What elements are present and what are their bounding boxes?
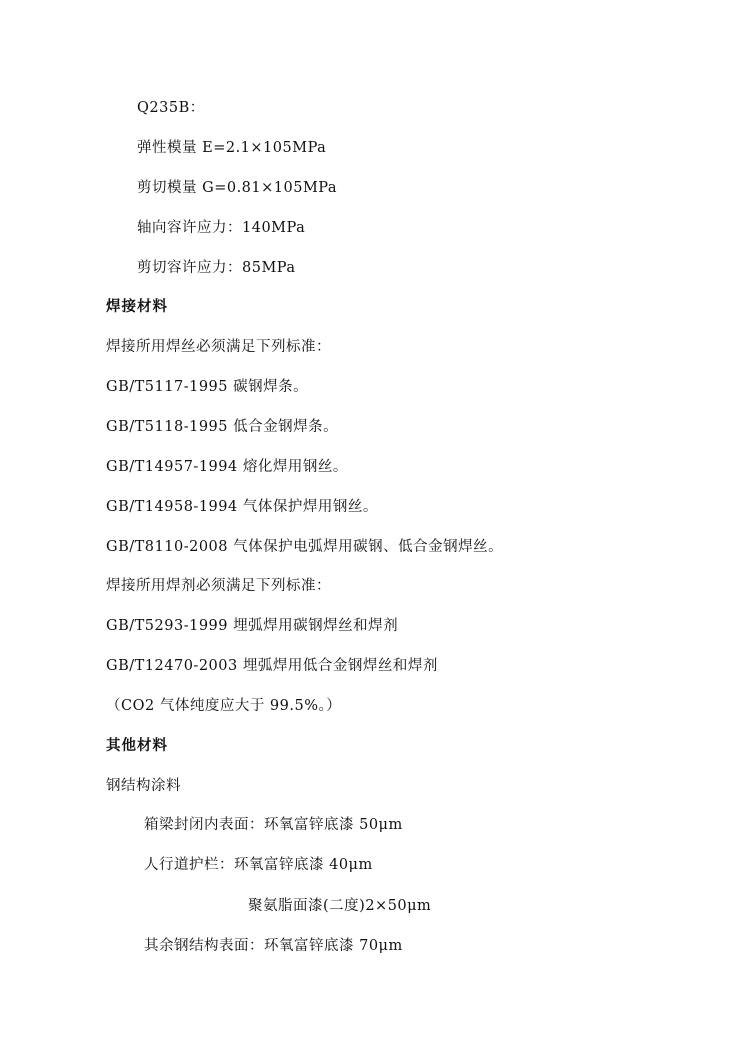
flux-standards-intro: 焊接所用焊剂必须满足下列标准： xyxy=(106,578,331,594)
steel-grade: Q235B： xyxy=(137,100,205,116)
wire-standard-item: GB/T5117-1995 碳钢焊条。 xyxy=(106,379,309,395)
box-girder-inner-coating: 箱梁封闭内表面：环氧富锌底漆 50μm xyxy=(144,817,403,833)
other-steel-surface-coating: 其余钢结构表面：环氧富锌底漆 70μm xyxy=(144,938,403,954)
shear-allowable-stress: 剪切容许应力：85MPa xyxy=(137,260,296,276)
flux-standard-item: GB/T5293-1999 埋弧焊用碳钢焊丝和焊剂 xyxy=(106,618,399,634)
co2-purity-note: （CO2 气体纯度应大于 99.5%。） xyxy=(106,698,342,714)
flux-standard-item: GB/T12470-2003 埋弧焊用低合金钢焊丝和焊剂 xyxy=(106,658,438,674)
coating-title: 钢结构涂料 xyxy=(106,778,181,794)
axial-allowable-stress: 轴向容许应力：140MPa xyxy=(137,220,306,236)
wire-standard-item: GB/T14958-1994 气体保护焊用钢丝。 xyxy=(106,499,378,515)
railing-coating: 人行道护栏：环氧富锌底漆 40μm xyxy=(144,857,373,873)
wire-standard-item: GB/T8110-2008 气体保护电弧焊用碳钢、低合金钢焊丝。 xyxy=(106,539,504,555)
shear-modulus: 剪切模量 G=0.81×105MPa xyxy=(137,180,338,196)
wire-standard-item: GB/T5118-1995 低合金钢焊条。 xyxy=(106,419,339,435)
welding-materials-heading: 焊接材料 xyxy=(106,299,168,315)
wire-standards-intro: 焊接所用焊丝必须满足下列标准： xyxy=(106,339,331,355)
elastic-modulus: 弹性模量 E=2.1×105MPa xyxy=(137,140,327,156)
wire-standard-item: GB/T14957-1994 熔化焊用钢丝。 xyxy=(106,459,348,475)
other-materials-heading: 其他材料 xyxy=(106,738,168,754)
railing-topcoat: 聚氨脂面漆(二度)2×50μm xyxy=(248,898,432,914)
